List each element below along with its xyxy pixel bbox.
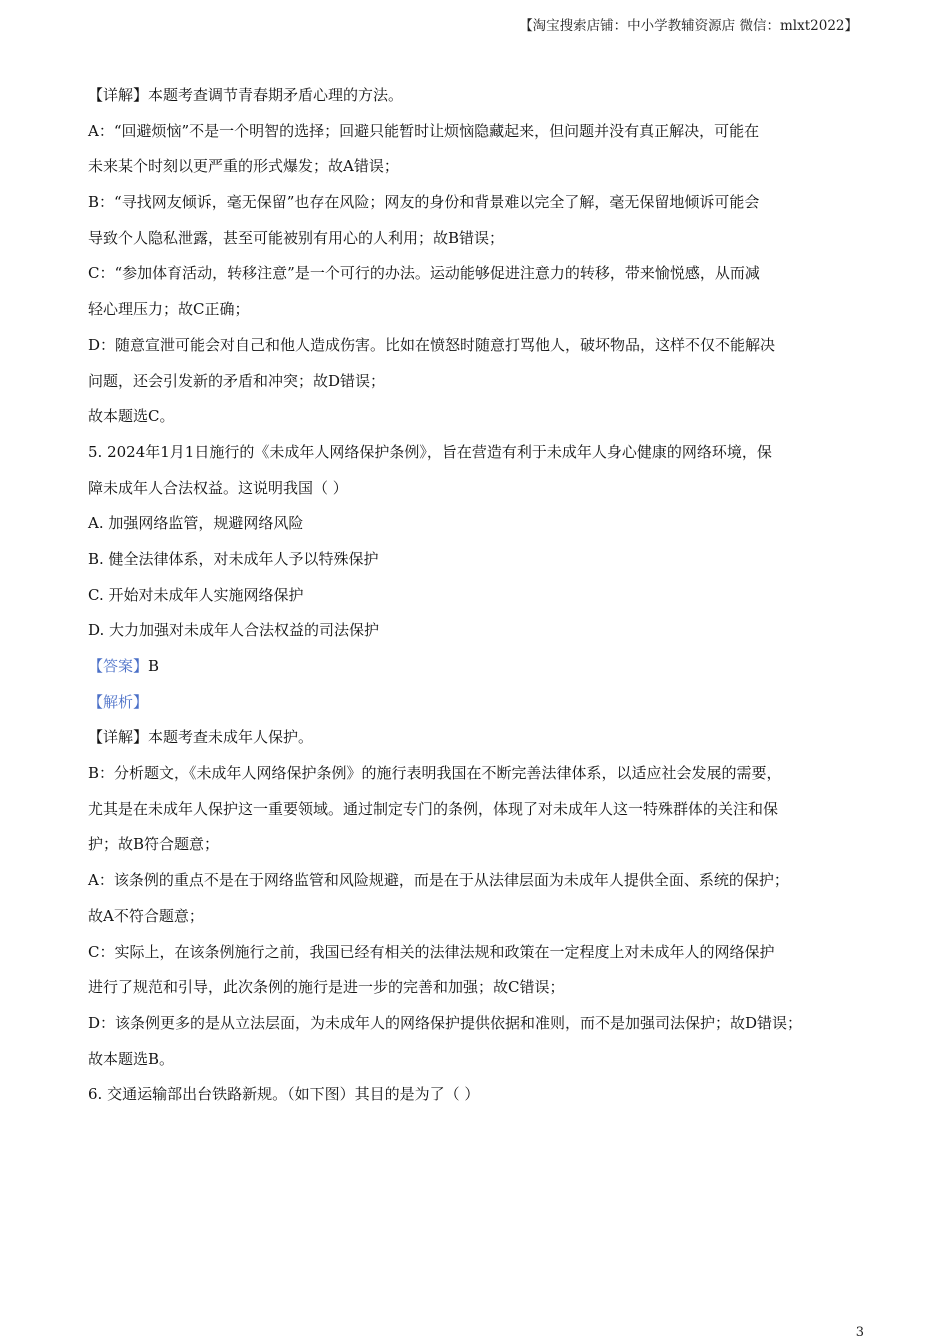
text-line: A：“回避烦恼”不是一个明智的选择；回避只能暂时让烦恼隐藏起来，但问题并没有真正解决，可能在 <box>88 121 760 140</box>
question-5-stem: 5. 2024年1月1日施行的《未成年人网络保护条例》，旨在营造有利于未成年人身心健康的网络环境，保 <box>88 442 772 461</box>
text-line: 故A不符合题意； <box>88 906 204 925</box>
text-line: 导致个人隐私泄露，甚至可能被别有用心的人利用；故B错误； <box>88 228 505 247</box>
option-b: B. 健全法律体系，对未成年人予以特殊保护 <box>88 549 379 568</box>
text-line: B：“寻找网友倾诉，毫无保留”也存在风险；网友的身份和背景难以完全了解，毫无保留地倾诉可能会 <box>88 193 760 212</box>
option-d: D. 大力加强对未成年人合法权益的司法保护 <box>88 621 380 640</box>
text-line: 故本题选C。 <box>88 407 175 426</box>
text-line: C：“参加体育活动，转移注意”是一个可行的办法。运动能够促进注意力的转移，带来愉悦感，从而减 <box>88 264 760 283</box>
answer-label: 【答案】 <box>88 657 149 675</box>
page-header: 【淘宝搜索店铺：中小学教辅资源店 微信：mlxt2022】 <box>519 18 858 34</box>
analysis-label: 【解析】 <box>88 692 149 711</box>
document-body <box>88 78 878 1113</box>
question-6-stem: 6. 交通运输部出台铁路新规。（如下图）其目的是为了（ ） <box>88 1085 480 1104</box>
question-5-stem-cont: 障未成年人合法权益。这说明我国（ ） <box>88 478 348 497</box>
option-a: A. 加强网络监管，规避网络风险 <box>88 514 304 533</box>
text-line: 故本题选B。 <box>88 1049 175 1068</box>
text-line: 护；故B符合题意； <box>88 835 220 854</box>
text-line: 未来某个时刻以更严重的形式爆发；故A错误； <box>88 157 399 176</box>
text-line: 问题，还会引发新的矛盾和冲突；故D错误； <box>88 371 386 390</box>
option-c: C. 开始对未成年人实施网络保护 <box>88 585 304 604</box>
text-line: B：分析题文，《未成年人网络保护条例》的施行表明我国在不断完善法律体系，以适应社会发展的需要， <box>88 764 782 783</box>
answer-value: B <box>148 657 160 675</box>
text-line: 【详解】本题考查调节青春期矛盾心理的方法。 <box>88 86 404 104</box>
text-line: A：该条例的重点不是在于网络监管和风险规避，而是在于从法律层面为未成年人提供全面、系统的保护； <box>88 871 789 890</box>
text-line: 尤其是在未成年人保护这一重要领域。通过制定专门的条例，体现了对未成年人这一特殊群体的关注和保 <box>88 799 779 818</box>
text-line: 进行了规范和引导，此次条例的施行是进一步的完善和加强；故C错误； <box>88 978 565 997</box>
text-line: C：实际上，在该条例施行之前，我国已经有相关的法律法规和政策在一定程度上对未成年人的网络保护 <box>88 942 775 961</box>
text-line: 【详解】本题考查未成年人保护。 <box>88 728 314 747</box>
answer-line <box>88 649 878 685</box>
text-line: 轻心理压力；故C正确； <box>88 300 250 319</box>
text-line: D：该条例更多的是从立法层面，为未成年人的网络保护提供依据和准则，而不是加强司法保护；故D错误； <box>88 1013 803 1032</box>
text-line: D：随意宣泄可能会对自己和他人造成伤害。比如在愤怒时随意打骂他人，破坏物品，这样不仅不能解决 <box>88 335 776 354</box>
page-number: 3 <box>855 1325 864 1340</box>
